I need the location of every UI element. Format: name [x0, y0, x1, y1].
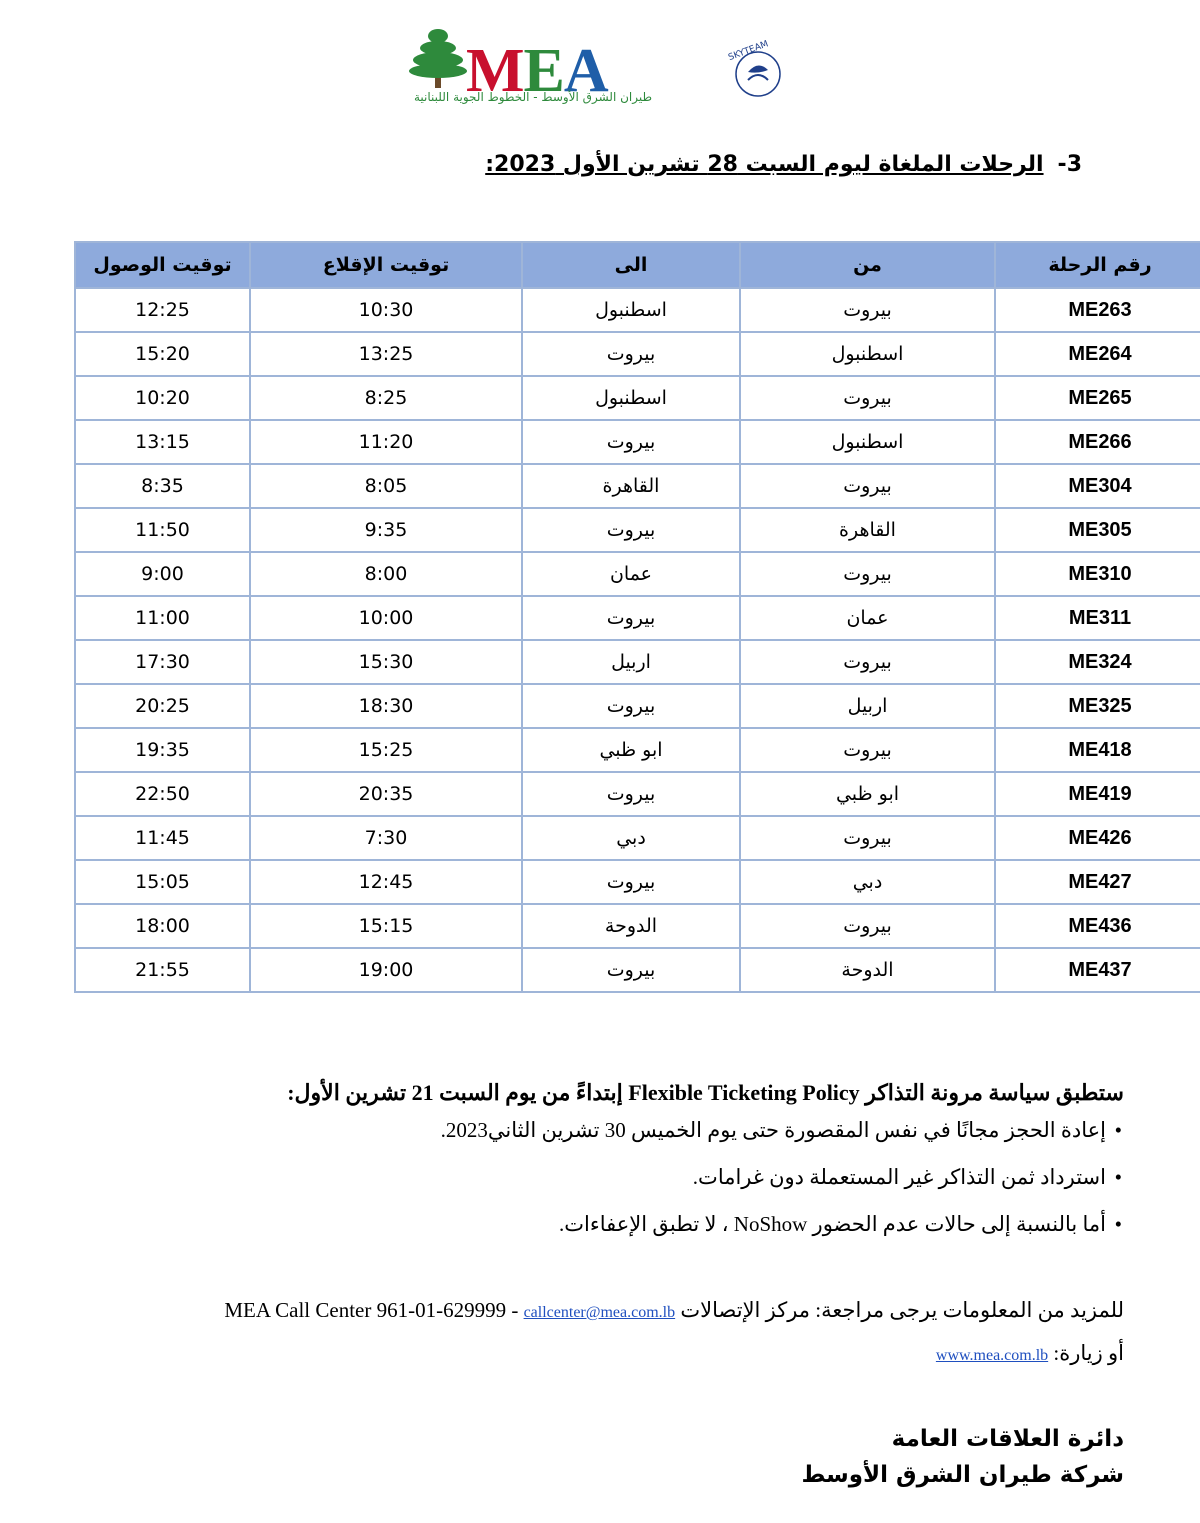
arrival-time: 11:00	[75, 596, 250, 640]
website-line	[74, 1341, 1124, 1366]
arrival-time: 19:35	[75, 728, 250, 772]
mea-logo	[400, 22, 800, 122]
website-link[interactable]: www.mea.com.lb	[935, 1347, 1049, 1364]
table-row	[75, 728, 1200, 772]
table-row	[75, 816, 1200, 860]
origin: القاهرة	[740, 508, 995, 552]
destination: اسطنبول	[522, 288, 740, 332]
header-flight-number: رقم الرحلة	[995, 242, 1200, 288]
origin: اربيل	[740, 684, 995, 728]
arrival-time: 9:00	[75, 552, 250, 596]
flight-number: ME264	[995, 332, 1200, 376]
origin: الدوحة	[740, 948, 995, 992]
cancelled-flights-table	[74, 241, 1200, 993]
flight-number: ME436	[995, 904, 1200, 948]
skyteam-icon	[722, 36, 792, 106]
arrival-time: 12:25	[75, 288, 250, 332]
departure-time: 15:25	[250, 728, 522, 772]
departure-time: 12:45	[250, 860, 522, 904]
signature	[802, 1422, 1125, 1493]
call-center-text: للمزيد من المعلومات يرجى مراجعة: مركز الإتصالات MEA Call Center 961-01-629999 -	[224, 1298, 1124, 1322]
flight-number: ME427	[995, 860, 1200, 904]
contact-section	[74, 1298, 1124, 1384]
origin: اسطنبول	[740, 332, 995, 376]
header-departure: توقيت الإقلاع	[250, 242, 522, 288]
destination: القاهرة	[522, 464, 740, 508]
destination: الدوحة	[522, 904, 740, 948]
table-header-row	[75, 242, 1200, 288]
table-row	[75, 904, 1200, 948]
origin: عمان	[740, 596, 995, 640]
table-row	[75, 948, 1200, 992]
department-name: دائرة العلاقات العامة	[891, 1426, 1124, 1452]
destination: بيروت	[522, 684, 740, 728]
departure-time: 7:30	[250, 816, 522, 860]
title-text: الرحلات الملغاة ليوم السبت 28 تشرين الأول 2023:	[485, 152, 1044, 177]
destination: بيروت	[522, 596, 740, 640]
arrival-time: 15:20	[75, 332, 250, 376]
table-row	[75, 640, 1200, 684]
arrival-time: 15:05	[75, 860, 250, 904]
flight-number: ME305	[995, 508, 1200, 552]
skyteam-label: SKYTEAM	[727, 39, 770, 64]
header-arrival: توقيت الوصول	[75, 242, 250, 288]
table-row	[75, 596, 1200, 640]
table-row	[75, 684, 1200, 728]
visit-text: أو زيارة:	[1048, 1341, 1124, 1365]
list-item: • إعادة الحجز مجانًا في نفس المقصورة حتى يوم الخميس 30 تشرين الثاني2023.	[124, 1118, 1106, 1143]
departure-time: 11:20	[250, 420, 522, 464]
origin: بيروت	[740, 376, 995, 420]
flight-number: ME263	[995, 288, 1200, 332]
destination: بيروت	[522, 860, 740, 904]
departure-time: 10:30	[250, 288, 522, 332]
section-number: 3-	[1057, 152, 1082, 177]
flight-number: ME426	[995, 816, 1200, 860]
destination: اربيل	[522, 640, 740, 684]
arrival-time: 13:15	[75, 420, 250, 464]
destination: عمان	[522, 552, 740, 596]
origin: بيروت	[740, 552, 995, 596]
origin: بيروت	[740, 464, 995, 508]
departure-time: 15:15	[250, 904, 522, 948]
origin: بيروت	[740, 904, 995, 948]
origin: ابو ظبي	[740, 772, 995, 816]
table-row	[75, 772, 1200, 816]
company-name: شركة طيران الشرق الأوسط	[801, 1461, 1124, 1488]
departure-time: 10:00	[250, 596, 522, 640]
origin: دبي	[740, 860, 995, 904]
origin: بيروت	[740, 816, 995, 860]
table-row	[75, 420, 1200, 464]
table-row	[75, 508, 1200, 552]
destination: بيروت	[522, 420, 740, 464]
arrival-time: 20:25	[75, 684, 250, 728]
flight-number: ME418	[995, 728, 1200, 772]
departure-time: 13:25	[250, 332, 522, 376]
arrival-time: 22:50	[75, 772, 250, 816]
page-title	[485, 152, 1082, 177]
departure-time: 9:35	[250, 508, 522, 552]
table-row	[75, 860, 1200, 904]
destination: ابو ظبي	[522, 728, 740, 772]
arrival-time: 11:45	[75, 816, 250, 860]
arrival-time: 17:30	[75, 640, 250, 684]
flight-number: ME310	[995, 552, 1200, 596]
flight-number: ME437	[995, 948, 1200, 992]
policy-title: ستطبق سياسة مرونة التذاكر Flexible Ticketing Policy إبتداءً من يوم السبت 21 تشرين الأول:	[287, 1080, 1124, 1105]
call-center-line	[74, 1298, 1124, 1323]
table-row	[75, 376, 1200, 420]
flight-number: ME325	[995, 684, 1200, 728]
list-item: • أما بالنسبة إلى حالات عدم الحضور NoShow ، لا تطبق الإعفاءات.	[124, 1212, 1106, 1237]
flight-number: ME419	[995, 772, 1200, 816]
departure-time: 20:35	[250, 772, 522, 816]
destination: بيروت	[522, 772, 740, 816]
wordmark-letter: M	[466, 37, 524, 105]
header-to: الى	[522, 242, 740, 288]
flight-number: ME266	[995, 420, 1200, 464]
departure-time: 8:00	[250, 552, 522, 596]
destination: بيروت	[522, 332, 740, 376]
arrival-time: 21:55	[75, 948, 250, 992]
destination: دبي	[522, 816, 740, 860]
flight-number: ME311	[995, 596, 1200, 640]
origin: بيروت	[740, 288, 995, 332]
destination: اسطنبول	[522, 376, 740, 420]
wordmark-letter: A	[563, 37, 608, 105]
departure-time: 19:00	[250, 948, 522, 992]
table-row	[75, 288, 1200, 332]
arrival-time: 18:00	[75, 904, 250, 948]
table-row	[75, 552, 1200, 596]
table-row	[75, 332, 1200, 376]
policy-list	[124, 1118, 1124, 1237]
email-link[interactable]: callcenter@mea.com.lb	[523, 1304, 676, 1321]
flight-number: ME265	[995, 376, 1200, 420]
mea-tagline: طيران الشرق الأوسط - الخطوط الجوية اللبنانية	[414, 90, 653, 104]
list-item: • استرداد ثمن التذاكر غير المستعملة دون غرامات.	[124, 1165, 1106, 1190]
destination: بيروت	[522, 508, 740, 552]
table-row	[75, 464, 1200, 508]
cedar-tree-icon	[408, 26, 468, 90]
arrival-time: 11:50	[75, 508, 250, 552]
origin: اسطنبول	[740, 420, 995, 464]
departure-time: 8:25	[250, 376, 522, 420]
flight-number: ME324	[995, 640, 1200, 684]
origin: بيروت	[740, 728, 995, 772]
flight-number: ME304	[995, 464, 1200, 508]
header-from: من	[740, 242, 995, 288]
arrival-time: 8:35	[75, 464, 250, 508]
departure-time: 18:30	[250, 684, 522, 728]
policy-section	[124, 1080, 1124, 1259]
destination: بيروت	[522, 948, 740, 992]
departure-time: 15:30	[250, 640, 522, 684]
wordmark-letter: E	[523, 37, 564, 105]
departure-time: 8:05	[250, 464, 522, 508]
arrival-time: 10:20	[75, 376, 250, 420]
origin: بيروت	[740, 640, 995, 684]
